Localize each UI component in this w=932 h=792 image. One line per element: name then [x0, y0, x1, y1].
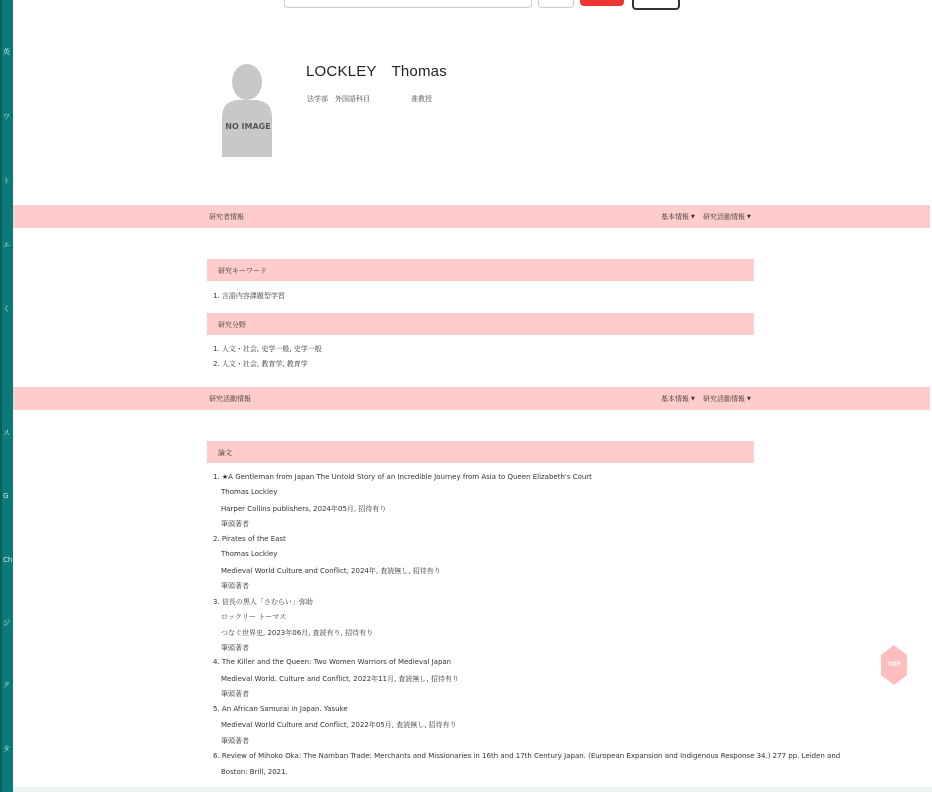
- researcher-name: LOCKLEY Thomas: [306, 63, 447, 80]
- sidebar-glyph[interactable]: ワ: [3, 113, 10, 121]
- paper-author: Thomas Lockley: [221, 550, 278, 558]
- sidebar-glyph[interactable]: タ: [3, 745, 10, 753]
- paper-title[interactable]: 6. Review of Mihoko Oka: The Namban Trade: Merchants and Missionaries in 16th and 17th Century Japan. (European Expansion and Indigenous Response 34.) 277 pp. Leiden and: [213, 752, 841, 760]
- sidebar-glyph[interactable]: く: [3, 305, 10, 313]
- field-item: 2. 人文・社会, 教育学, 教育学: [213, 360, 308, 368]
- paper-role: 筆頭著者: [221, 582, 249, 590]
- paper-title-continued: Boston: Brill, 2021.: [221, 768, 288, 776]
- paper-title[interactable]: 4. The Killer and the Queen: Two Women Warriors of Medieval Japan: [213, 658, 452, 666]
- keyword-item: 1. 言語内容課題型学習: [213, 292, 285, 300]
- avatar: [222, 62, 272, 157]
- top-label: TOP: [887, 661, 901, 668]
- paper-role: 筆頭著者: [221, 644, 249, 652]
- sidebar-glyph[interactable]: ジ: [3, 619, 10, 627]
- sidebar-glyph[interactable]: エ: [3, 241, 10, 249]
- field-item: 1. 人文・社会, 史学一般, 史学一般: [213, 345, 322, 353]
- paper-title[interactable]: 2. Pirates of the East: [213, 535, 286, 543]
- paper-role: 筆頭著者: [221, 737, 249, 745]
- nav-basic-info[interactable]: 基本情報 ▼: [661, 213, 695, 221]
- paper-source: Harper Collins publishers, 2024年05月, 招待有り: [221, 505, 387, 513]
- sidebar-glyph[interactable]: ト: [3, 177, 10, 185]
- paper-title[interactable]: 3. 信長の黒人「さむらい」弥助: [213, 598, 313, 606]
- department: 法学部 外国語科目: [307, 95, 370, 103]
- sidebar-glyph[interactable]: ク: [3, 681, 10, 689]
- paper-source: Medieval World Culture and Conflict, 2022年05月, 査読無し, 招待有り: [221, 721, 457, 729]
- back-to-top-button[interactable]: [881, 645, 907, 685]
- search-input[interactable]: [284, 0, 532, 8]
- paper-role: 筆頭著者: [221, 690, 249, 698]
- sidebar-glyph[interactable]: ス: [3, 429, 10, 437]
- sidebar-glyph[interactable]: 英: [3, 48, 10, 56]
- sidebar-glyph[interactable]: Ch: [3, 556, 13, 564]
- sidebar-edge: [0, 0, 2, 792]
- paper-title[interactable]: 5. An African Samurai in Japan. Yasuke: [213, 705, 348, 713]
- sidebar-glyph[interactable]: G: [3, 492, 9, 500]
- academic-rank: 准教授: [411, 95, 432, 103]
- caret-down-icon: ▼: [691, 396, 695, 402]
- caret-down-icon: ▼: [747, 396, 751, 402]
- search-option-button[interactable]: [538, 0, 574, 8]
- nav-activity-info[interactable]: 研究活動情報 ▼: [703, 213, 751, 221]
- paper-source: つなぐ世界史, 2023年06月, 査読有り, 招待有り: [221, 629, 374, 637]
- nav-activity-info[interactable]: 研究活動情報 ▼: [703, 395, 751, 403]
- researcher-info-title: 研究者情報: [209, 213, 244, 221]
- caret-down-icon: ▼: [747, 214, 751, 220]
- papers-heading: 論文: [207, 441, 754, 463]
- research-activity-bar: [13, 387, 930, 410]
- caret-down-icon: ▼: [691, 214, 695, 220]
- no-image-label: NO IMAGE: [225, 122, 271, 131]
- paper-author: ロックリー トーマス: [221, 613, 287, 621]
- horizontal-scrollbar[interactable]: [13, 787, 932, 792]
- paper-source: Medieval World Culture and Conflict, 2024年, 査読無し, 招待有り: [221, 567, 441, 575]
- paper-role: 筆頭著者: [221, 520, 249, 528]
- paper-title[interactable]: 1. ★A Gentleman from Japan The Untold Story of an Incredible Journey from Asia to Queen Elizabeth's Court: [213, 473, 592, 481]
- login-button[interactable]: [632, 0, 680, 10]
- paper-author: Thomas Lockley: [221, 488, 278, 496]
- search-button[interactable]: [580, 0, 624, 6]
- fields-heading: 研究分野: [207, 313, 754, 335]
- paper-source: Medieval World. Culture and Conflict, 2022年11月, 査読無し, 招待有り: [221, 675, 459, 683]
- nav-basic-info[interactable]: 基本情報 ▼: [661, 395, 695, 403]
- keywords-heading: 研究キーワード: [207, 259, 754, 281]
- left-sidebar[interactable]: [0, 0, 13, 792]
- researcher-info-bar: [13, 205, 930, 228]
- research-activity-title: 研究活動情報: [209, 395, 251, 403]
